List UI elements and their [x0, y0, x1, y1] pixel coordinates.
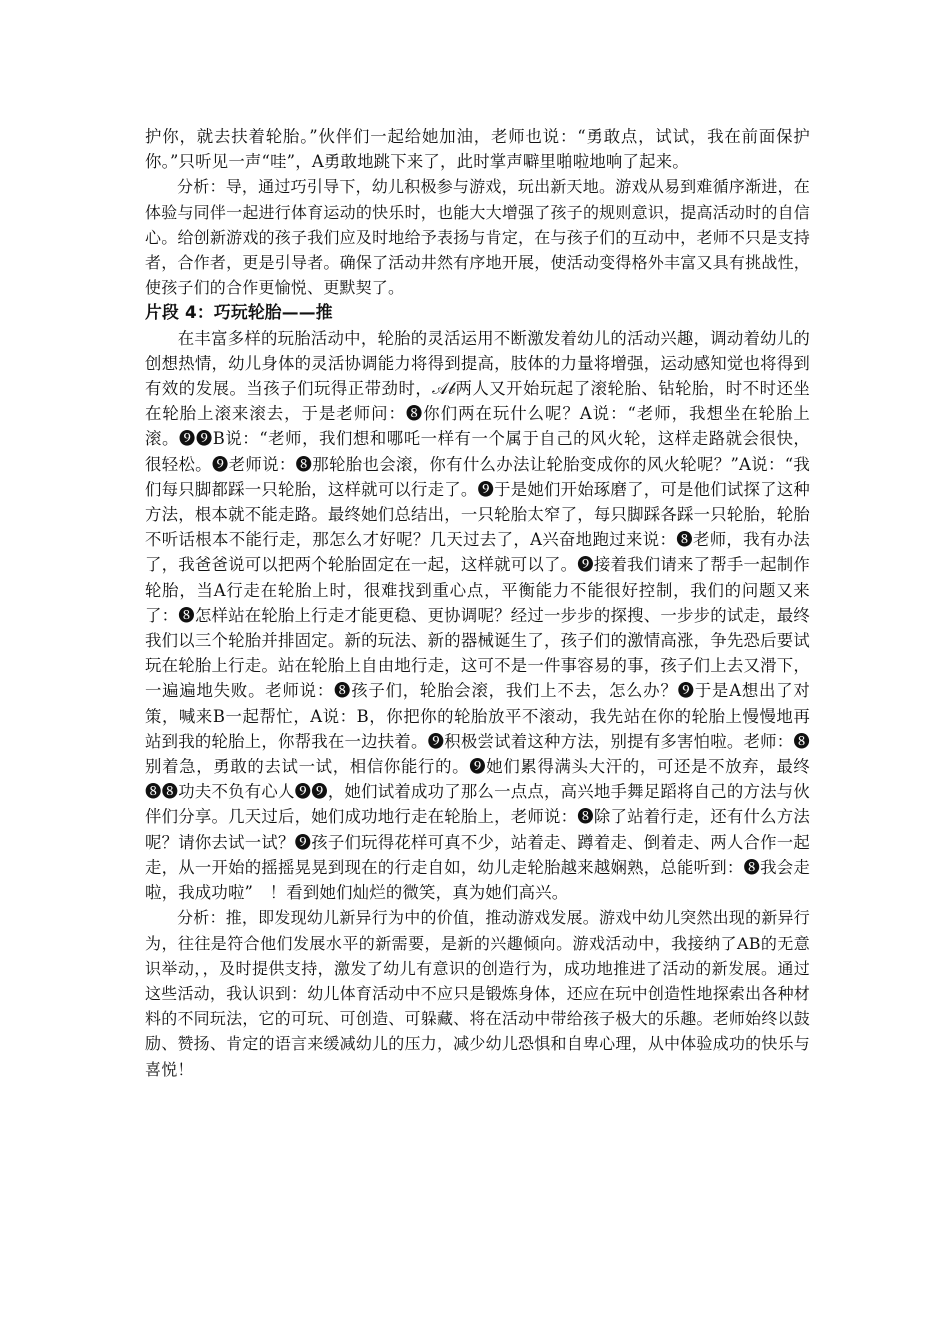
section-4-heading: 片段 4：巧玩轮胎——推	[145, 302, 333, 323]
document-body	[145, 124, 810, 1082]
analysis-paragraph-4: 分析：推，即发现幼儿新异行为中的价值，推动游戏发展。游戏中幼儿突然出现的新异行为，往往是符合他们发展水平的新需要，是新的兴趣倾向。游戏活动中，我接纳了AB的无意识举动，，及时提供支持，激发了幼儿有意识的创造行为，成功地推进了活动的新发展。通过这些活动，我认识到：幼儿体育活动中不应只是锻炼身体，还应在玩中创造性地探索出各种材料的不同玩法，它的可玩、可创造、可躲藏、将在活动中带给孩子极大的乐趣。老师始终以鼓励、赞扬、肯定的语言来缓减幼儿的压力，减少幼儿恐惧和自卑心理，从中体验成功的快乐与喜悦！	[145, 908, 810, 1079]
story-paragraph-continued: 护你，就去扶着轮胎。”伙伴们一起给她加油，老师也说：“勇敢点，试试，我在前面保护你。”只听见一声“哇”，A勇敢地跳下来了，此时掌声噼里啪啦地响了起来。	[145, 127, 810, 172]
analysis-paragraph-3: 分析：导，通过巧引导下，幼儿积极参与游戏，玩出新天地。游戏从易到难循序渐进，在体验与同伴一起进行体育运动的快乐时，也能大大增强了孩子的规则意识，提高活动时的自信心。给创新游戏的孩子我们应及时地给予表扬与肯定，在与孩子们的互动中，老师不只是支持者，合作者，更是引导者。确保了活动井然有序地开展，使活动变得格外丰富又具有挑战性，使孩子们的合作更愉悦、更默契了。	[145, 177, 810, 298]
story-paragraph-section-4: 在丰富多样的玩胎活动中，轮胎的灵活运用不断激发着幼儿的活动兴趣，调动着幼儿的创想热情，幼儿身体的灵活协调能力将得到提高，肢体的力量将增强，运动感知觉也将得到有效的发展。当孩子们玩得正带劲时，𝒜𝒷两人又开始玩起了滚轮胎、钻轮胎，时不时还坐在轮胎上滚来滚去，于是老师问：❽你们两在玩什么呢？A说：“老师，我想坐在轮胎上滚。❾❾B说：“老师，我们想和哪吒一样有一个属于自己的风火轮，这样走路就会很快，很轻松。❾老师说：❽那轮胎也会滚，你有什么办法让轮胎变成你的风火轮呢？”A说：“我们每只脚都踩一只轮胎，这样就可以行走了。❾于是她们开始琢磨了，可是他们试探了这种方法，根本就不能走路。最终她们总结出，一只轮胎太窄了，每只脚踩各踩一只轮胎，轮胎不听话根本不能行走，那怎么才好呢？几天过去了，A兴奋地跑过来说：❽老师，我有办法了，我爸爸说可以把两个轮胎固定在一起，这样就可以了。❾接着我们请来了帮手一起制作轮胎，当A行走在轮胎上时，很难找到重心点，平衡能力不能很好控制，我们的问题又来了：❽怎样站在轮胎上行走才能更稳、更协调呢？经过一步步的探搜、一步步的试走，最终我们以三个轮胎并排固定。新的玩法、新的器械诞生了，孩子们的激情高涨，争先恐后要试玩在轮胎上行走。站在轮胎上自由地行走，这可不是一件事容易的事，孩子们上去又滑下，一遍遍地失败。老师说：❽孩子们，轮胎会滚，我们上不去，怎么办？❾于是A想出了对策，喊来B一起帮忙，A说：B，你把你的轮胎放平不滚动，我先站在你的轮胎上慢慢地再站到我的轮胎上，你帮我在一边扶着。❾积极尝试着这种方法，别提有多害怕啦。老师：❽别着急，勇敢的去试一试，相信你能行的。❾她们累得满头大汗的，可还是不放弃，最终❽❽功夫不负有心人❾❾，她们试着成功了那么一点点，高兴地手舞足蹈将自己的方法与伙伴们分享。几天过后，她们成功地行走在轮胎上，老师说：❽除了站着行走，还有什么方法呢？请你去试一试？❾孩子们玩得花样可真不少，站着走、蹲着走、倒着走、两人合作一起走，从一开始的摇摇晃晃到现在的行走自如，幼儿走轮胎越来越娴熟，总能听到：❽我会走啦，我成功啦” ！看到她们灿烂的微笑，真为她们高兴。	[145, 328, 810, 903]
